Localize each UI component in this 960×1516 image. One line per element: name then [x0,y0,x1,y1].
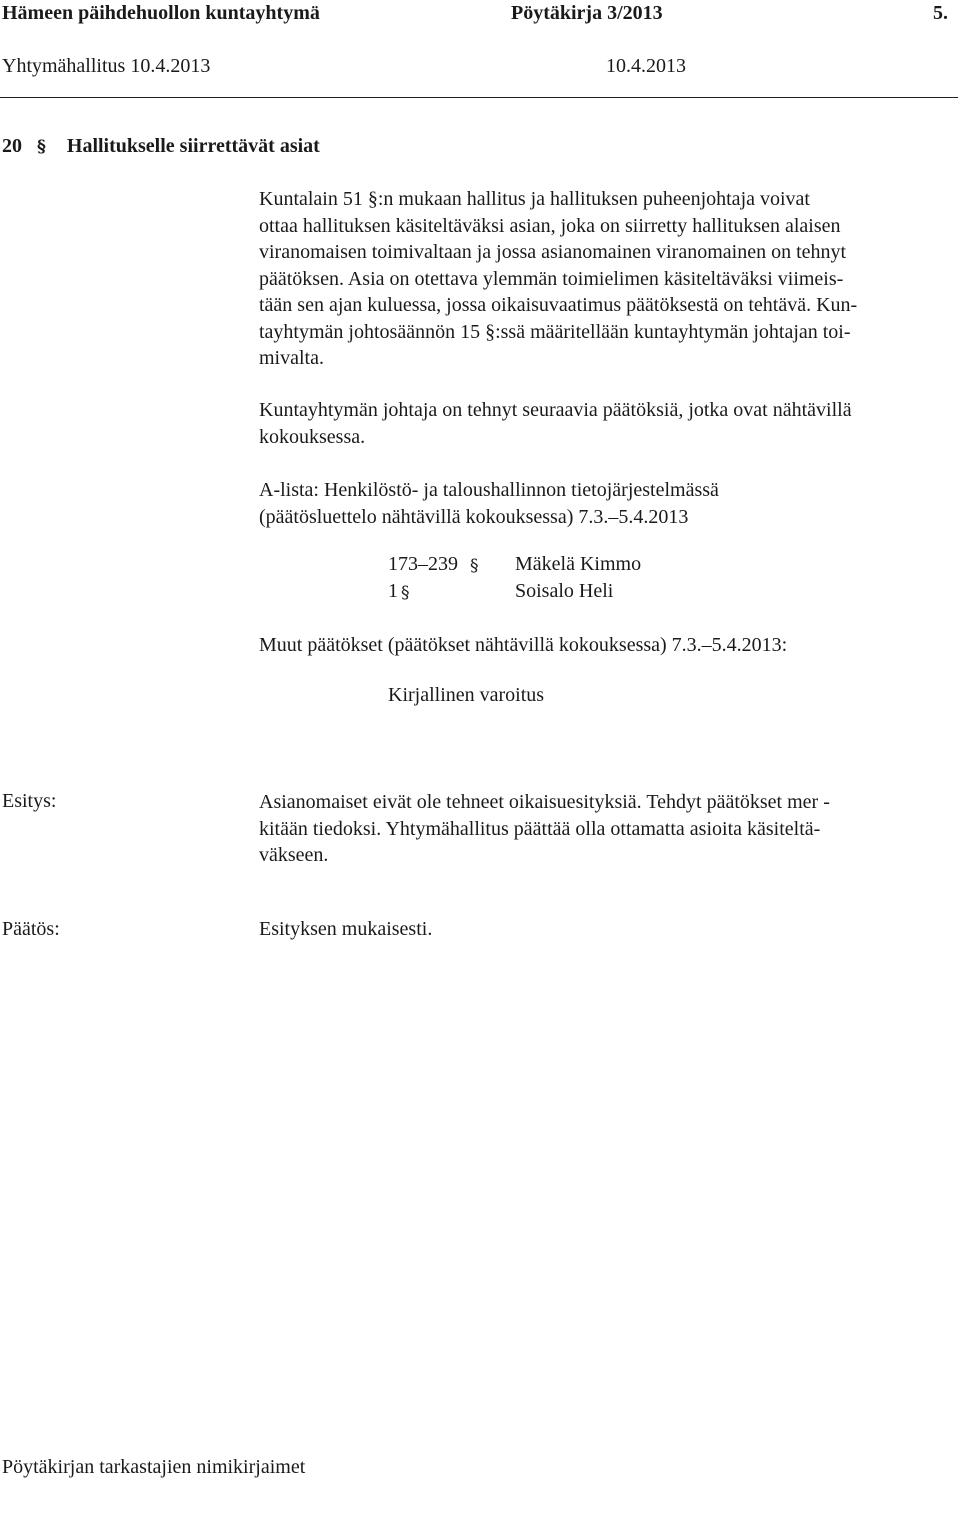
section-symbol: § [401,583,410,603]
written-warning: Kirjallinen varoitus [388,684,545,706]
organization-name: Hämeen päihdehuollon kuntayhtymä [2,2,320,24]
a-list-heading [259,477,947,530]
decision-number: 1 [388,580,398,602]
decision-text: Esityksen mukaisesti. [259,918,433,940]
document-number: Pöytäkirja 3/2013 [511,2,663,24]
meeting-date: 10.4.2013 [606,55,686,77]
paragraph-line: A-lista: Henkilöstö- ja taloushallinnon tietojärjestelmässä [259,479,719,501]
meeting-name: Yhtymähallitus 10.4.2013 [2,55,211,77]
section-symbol: § [470,556,479,576]
paragraph-line: tään sen ajan kuluessa, jossa oikaisuvaatimus päätöksestä on tehtävä. Kun- [259,294,858,316]
decision-number: 173–239 [388,553,458,575]
section-title: Hallitukselle siirrettävät asiat [66,135,320,157]
paragraph-line: ottaa hallituksen käsiteltäväksi asian, joka on siirretty hallituksen alaisen [259,214,841,237]
paragraph-line: Kuntayhtymän johtaja on tehnyt seuraavia päätöksiä, jotka ovat nähtävillä [259,399,852,421]
paragraph-line: tayhtymän johtosäännön 15 §:ssä määritellään kuntayhtymän johtajan toi- [259,320,851,343]
paragraph-line: päätöksen. Asia on otettava ylemmän toimielimen käsiteltäväksi viimeis- [259,267,844,290]
decision-person: Soisalo Heli [515,580,614,602]
other-decisions: Muut päätökset (päätökset nähtävillä kokouksessa) 7.3.–5.4.2013: [259,634,788,656]
page-number: 5. [933,2,948,24]
paragraph-line: Asianomaiset eivät ole tehneet oikaisuesityksiä. Tehdyt päätökset mer - [259,791,830,813]
paragraph-line: Kuntalain 51 §:n mukaan hallitus ja hallituksen puheenjohtaja voivat [259,188,810,210]
section-heading [2,135,320,158]
footer-signatures: Pöytäkirjan tarkastajien nimikirjaimet [2,1456,306,1478]
decision-person: Mäkelä Kimmo [515,553,642,575]
paragraph-intro [259,186,947,372]
proposal-label: Esitys: [2,790,57,812]
header-divider [0,97,958,98]
paragraph-line: viranomaisen toimivaltaan ja jossa asianomainen viranomainen on tehnyt [259,241,847,263]
decision-label: Päätös: [2,918,60,940]
section-symbol: § [37,137,46,157]
section-number: 20 [2,135,22,157]
paragraph-line: (päätösluettelo nähtävillä kokouksessa) 7.3.–5.4.2013 [259,505,689,528]
proposal-text [259,789,947,869]
paragraph-decisions-intro [259,397,947,450]
paragraph-line: kokouksessa. [259,425,366,448]
paragraph-line: kitään tiedoksi. Yhtymähallitus päättää olla ottamatta asioita käsiteltä- [259,817,821,840]
paragraph-line: mivalta. [259,347,324,369]
paragraph-line: väkseen. [259,844,329,866]
